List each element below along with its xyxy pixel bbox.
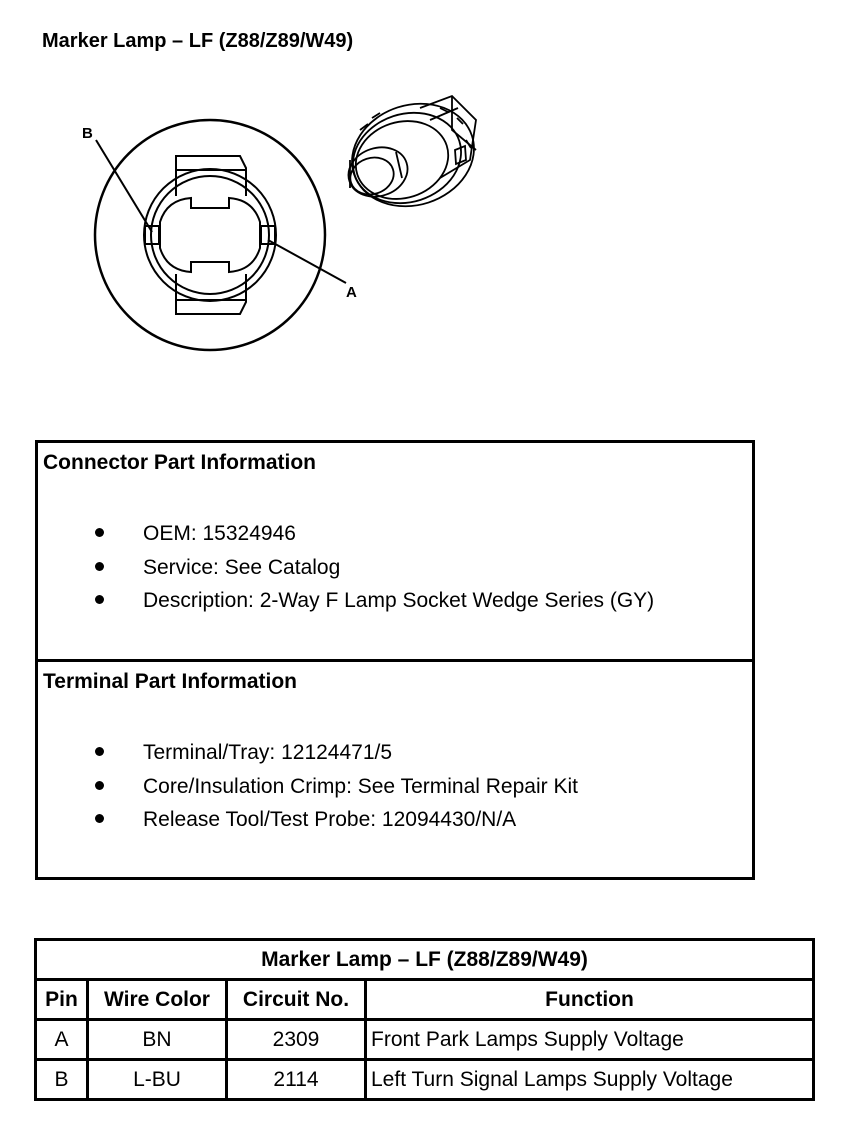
label-a: A [346, 284, 357, 301]
connector-diagram [0, 0, 864, 420]
cell-pin: A [36, 1020, 88, 1060]
bullet-icon [95, 528, 104, 537]
bullet-icon [95, 814, 104, 823]
socket-iso-view [339, 88, 488, 221]
list-item: Description: 2-Way F Lamp Socket Wedge Series (GY) [38, 589, 654, 623]
terminal-info-box [35, 659, 755, 880]
connector-face [95, 120, 346, 350]
cell-function: Left Turn Signal Lamps Supply Voltage [366, 1060, 814, 1100]
list-item: Service: See Catalog [38, 556, 654, 590]
connector-info-list [38, 522, 654, 623]
list-item: Release Tool/Test Probe: 12094430/N/A [38, 808, 578, 842]
label-b: B [82, 125, 93, 142]
cell-pin: B [36, 1060, 88, 1100]
header-pin: Pin [36, 980, 88, 1020]
list-item: Core/Insulation Crimp: See Terminal Repair Kit [38, 775, 578, 809]
cell-circuit: 2309 [227, 1020, 366, 1060]
cell-wire-color: L-BU [88, 1060, 227, 1100]
cell-function: Front Park Lamps Supply Voltage [366, 1020, 814, 1060]
list-item: OEM: 15324946 [38, 522, 654, 556]
pin-table-title: Marker Lamp – LF (Z88/Z89/W49) [36, 940, 814, 980]
cell-wire-color: BN [88, 1020, 227, 1060]
header-circuit: Circuit No. [227, 980, 366, 1020]
bullet-icon [95, 781, 104, 790]
bullet-icon [95, 562, 104, 571]
page-title: Marker Lamp – LF (Z88/Z89/W49) [42, 30, 354, 52]
pin-table-header-row [36, 980, 814, 1020]
header-wire-color: Wire Color [88, 980, 227, 1020]
terminal-info-heading: Terminal Part Information [43, 670, 297, 693]
list-item: Terminal/Tray: 12124471/5 [38, 741, 578, 775]
bullet-icon [95, 595, 104, 604]
connector-info-box [35, 440, 755, 662]
pin-table [34, 938, 815, 1101]
cell-circuit: 2114 [227, 1060, 366, 1100]
terminal-info-list [38, 741, 578, 842]
connector-info-heading: Connector Part Information [43, 451, 317, 474]
table-row [36, 1020, 814, 1060]
bullet-icon [95, 747, 104, 756]
header-function: Function [366, 980, 814, 1020]
table-row [36, 1060, 814, 1100]
